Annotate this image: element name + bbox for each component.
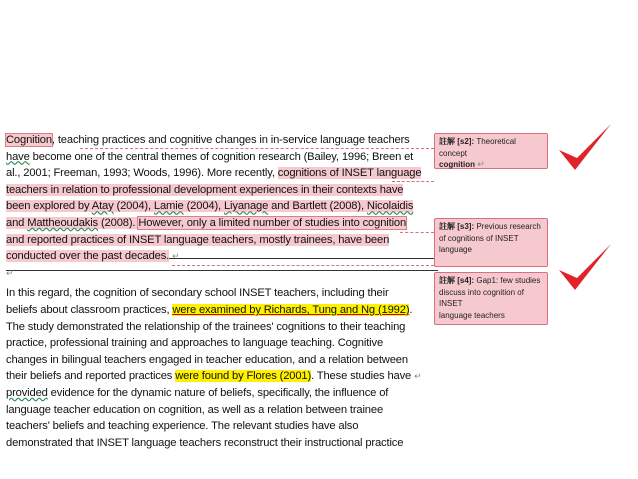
text-run: . xyxy=(409,303,413,316)
p1-line-5 xyxy=(6,198,426,215)
p2-line-5 xyxy=(6,352,426,369)
text-run-spellcheck: Liyanage xyxy=(223,200,269,213)
comment-connector xyxy=(400,232,434,233)
comment-connector xyxy=(392,181,434,182)
empty-line xyxy=(6,265,426,282)
text-run: (2008). xyxy=(98,216,139,229)
highlight-flores: were found by Flores (2001) xyxy=(175,370,312,383)
text-run: al., 2001; Freeman, 1993; Woods, 1996). More recently, xyxy=(6,167,278,180)
comment-tag: 註解 [s3]: xyxy=(439,222,475,231)
p2-line-1 xyxy=(6,285,426,302)
text-run-spellcheck: have xyxy=(6,150,30,163)
p1-line-8 xyxy=(6,248,426,265)
comment-text: language xyxy=(439,245,472,254)
comment-text: cognition xyxy=(439,160,475,169)
text-run: language teacher education on cognition, as well as a relation between trainee xyxy=(6,403,384,416)
text-run-spellcheck: Mattheoudakis xyxy=(27,216,99,229)
text-run-spellcheck: Lamie xyxy=(153,200,184,213)
p2-line-6 xyxy=(6,368,426,385)
text-run: their beliefs and reported practices xyxy=(6,370,176,383)
p2-line-4 xyxy=(6,335,426,352)
p1-line-6 xyxy=(6,215,426,232)
comment-balloon-s3[interactable] xyxy=(434,218,548,267)
p2-line-2 xyxy=(6,302,426,319)
p2-line-3 xyxy=(6,319,426,336)
p1-line-1 xyxy=(6,132,426,149)
comment-text: Previous research xyxy=(474,222,541,231)
text-run: been explored by xyxy=(6,200,92,213)
text-run-spellcheck: provided xyxy=(6,386,48,399)
text-run: In this regard, the cognition of secondary school INSET teachers, including their xyxy=(6,287,389,300)
comment-anchor-cognition[interactable]: Cognition xyxy=(6,134,52,146)
text-run: practice, professional training and approaches to language teaching. Cognitive xyxy=(6,337,384,350)
comment-connector xyxy=(80,148,434,149)
text-run: (2004), xyxy=(183,200,224,213)
comment-text: Gap1: few studies xyxy=(474,276,541,285)
text-run-spellcheck: Nicolaidis xyxy=(366,200,414,213)
comment-text: language teachers xyxy=(439,310,505,320)
text-run: and Bartlett (2008), xyxy=(268,200,367,213)
text-run: demonstrated that INSET language teachers reconstruct their instructional practice xyxy=(6,436,404,449)
text-run: evidence for the dynamic nature of beliefs, specifically, the influence of xyxy=(47,386,389,399)
comment-balloon-s2[interactable] xyxy=(434,133,548,169)
comment-anchor-gap[interactable]: conducted over the past decades. xyxy=(6,250,170,263)
comment-anchor-previous-research[interactable]: cognitions of INSET language xyxy=(277,167,422,180)
document-body xyxy=(6,132,426,451)
text-run: The study demonstrated the relationship of the trainees' cognitions to their teaching xyxy=(6,320,406,333)
paragraph-mark: ↵ xyxy=(6,267,14,278)
comment-text: Theoretical concept xyxy=(439,137,516,158)
paragraph-mark: ↵ xyxy=(414,371,422,382)
text-run: and xyxy=(6,216,28,229)
comment-tag: 註解 [s2]: xyxy=(439,137,475,146)
text-run: , teaching practices and cognitive changes in in-service language teachers xyxy=(51,134,410,146)
comment-anchor-previous-research[interactable]: teachers in relation to professional development experiences in their contexts have xyxy=(6,183,404,196)
comment-text: discuss into cognition of INSET xyxy=(439,287,524,308)
text-run: . These studies have xyxy=(311,370,412,383)
p2-line-7 xyxy=(6,385,426,402)
checkmark-icon xyxy=(555,238,615,298)
checkmark-icon xyxy=(555,118,615,178)
comment-anchor-gap[interactable]: and reported practices of INSET language teachers, mostly trainees, have been xyxy=(6,233,390,246)
comment-tag: 註解 [s4]: xyxy=(439,276,475,285)
p1-line-3 xyxy=(6,165,426,182)
text-run: changes in bilingual teachers engaged in teacher education, and a relation between xyxy=(6,353,408,366)
text-run: teachers' beliefs and teaching experience. The relevant studies have also xyxy=(6,420,359,433)
text-run: beliefs about classroom practices, xyxy=(6,303,173,316)
text-run: become one of the central themes of cognition research (Bailey, 1996; Breen et xyxy=(29,150,414,163)
text-run: (2004), xyxy=(113,200,154,213)
p2-line-9 xyxy=(6,418,426,435)
highlight-richards: were examined by Richards, Tung and Ng (1992) xyxy=(172,303,410,316)
text-run-spellcheck: Atay xyxy=(91,200,114,213)
p1-line-2 xyxy=(6,149,426,166)
paragraph-mark: ↵ xyxy=(172,251,180,262)
paragraph-mark: ↵ xyxy=(477,159,485,169)
p1-line-4 xyxy=(6,182,426,199)
comment-connector xyxy=(172,265,434,266)
p2-line-8 xyxy=(6,402,426,419)
comment-text: of cognitions of INSET xyxy=(439,233,519,243)
paragraph-2 xyxy=(6,285,426,451)
p1-line-7 xyxy=(6,232,426,249)
p2-line-10 xyxy=(6,435,426,452)
comment-anchor-gap[interactable]: However, only a limited number of studies into cognition xyxy=(138,216,407,229)
paragraph-1 xyxy=(6,132,426,265)
comment-balloon-s4[interactable] xyxy=(434,272,548,325)
